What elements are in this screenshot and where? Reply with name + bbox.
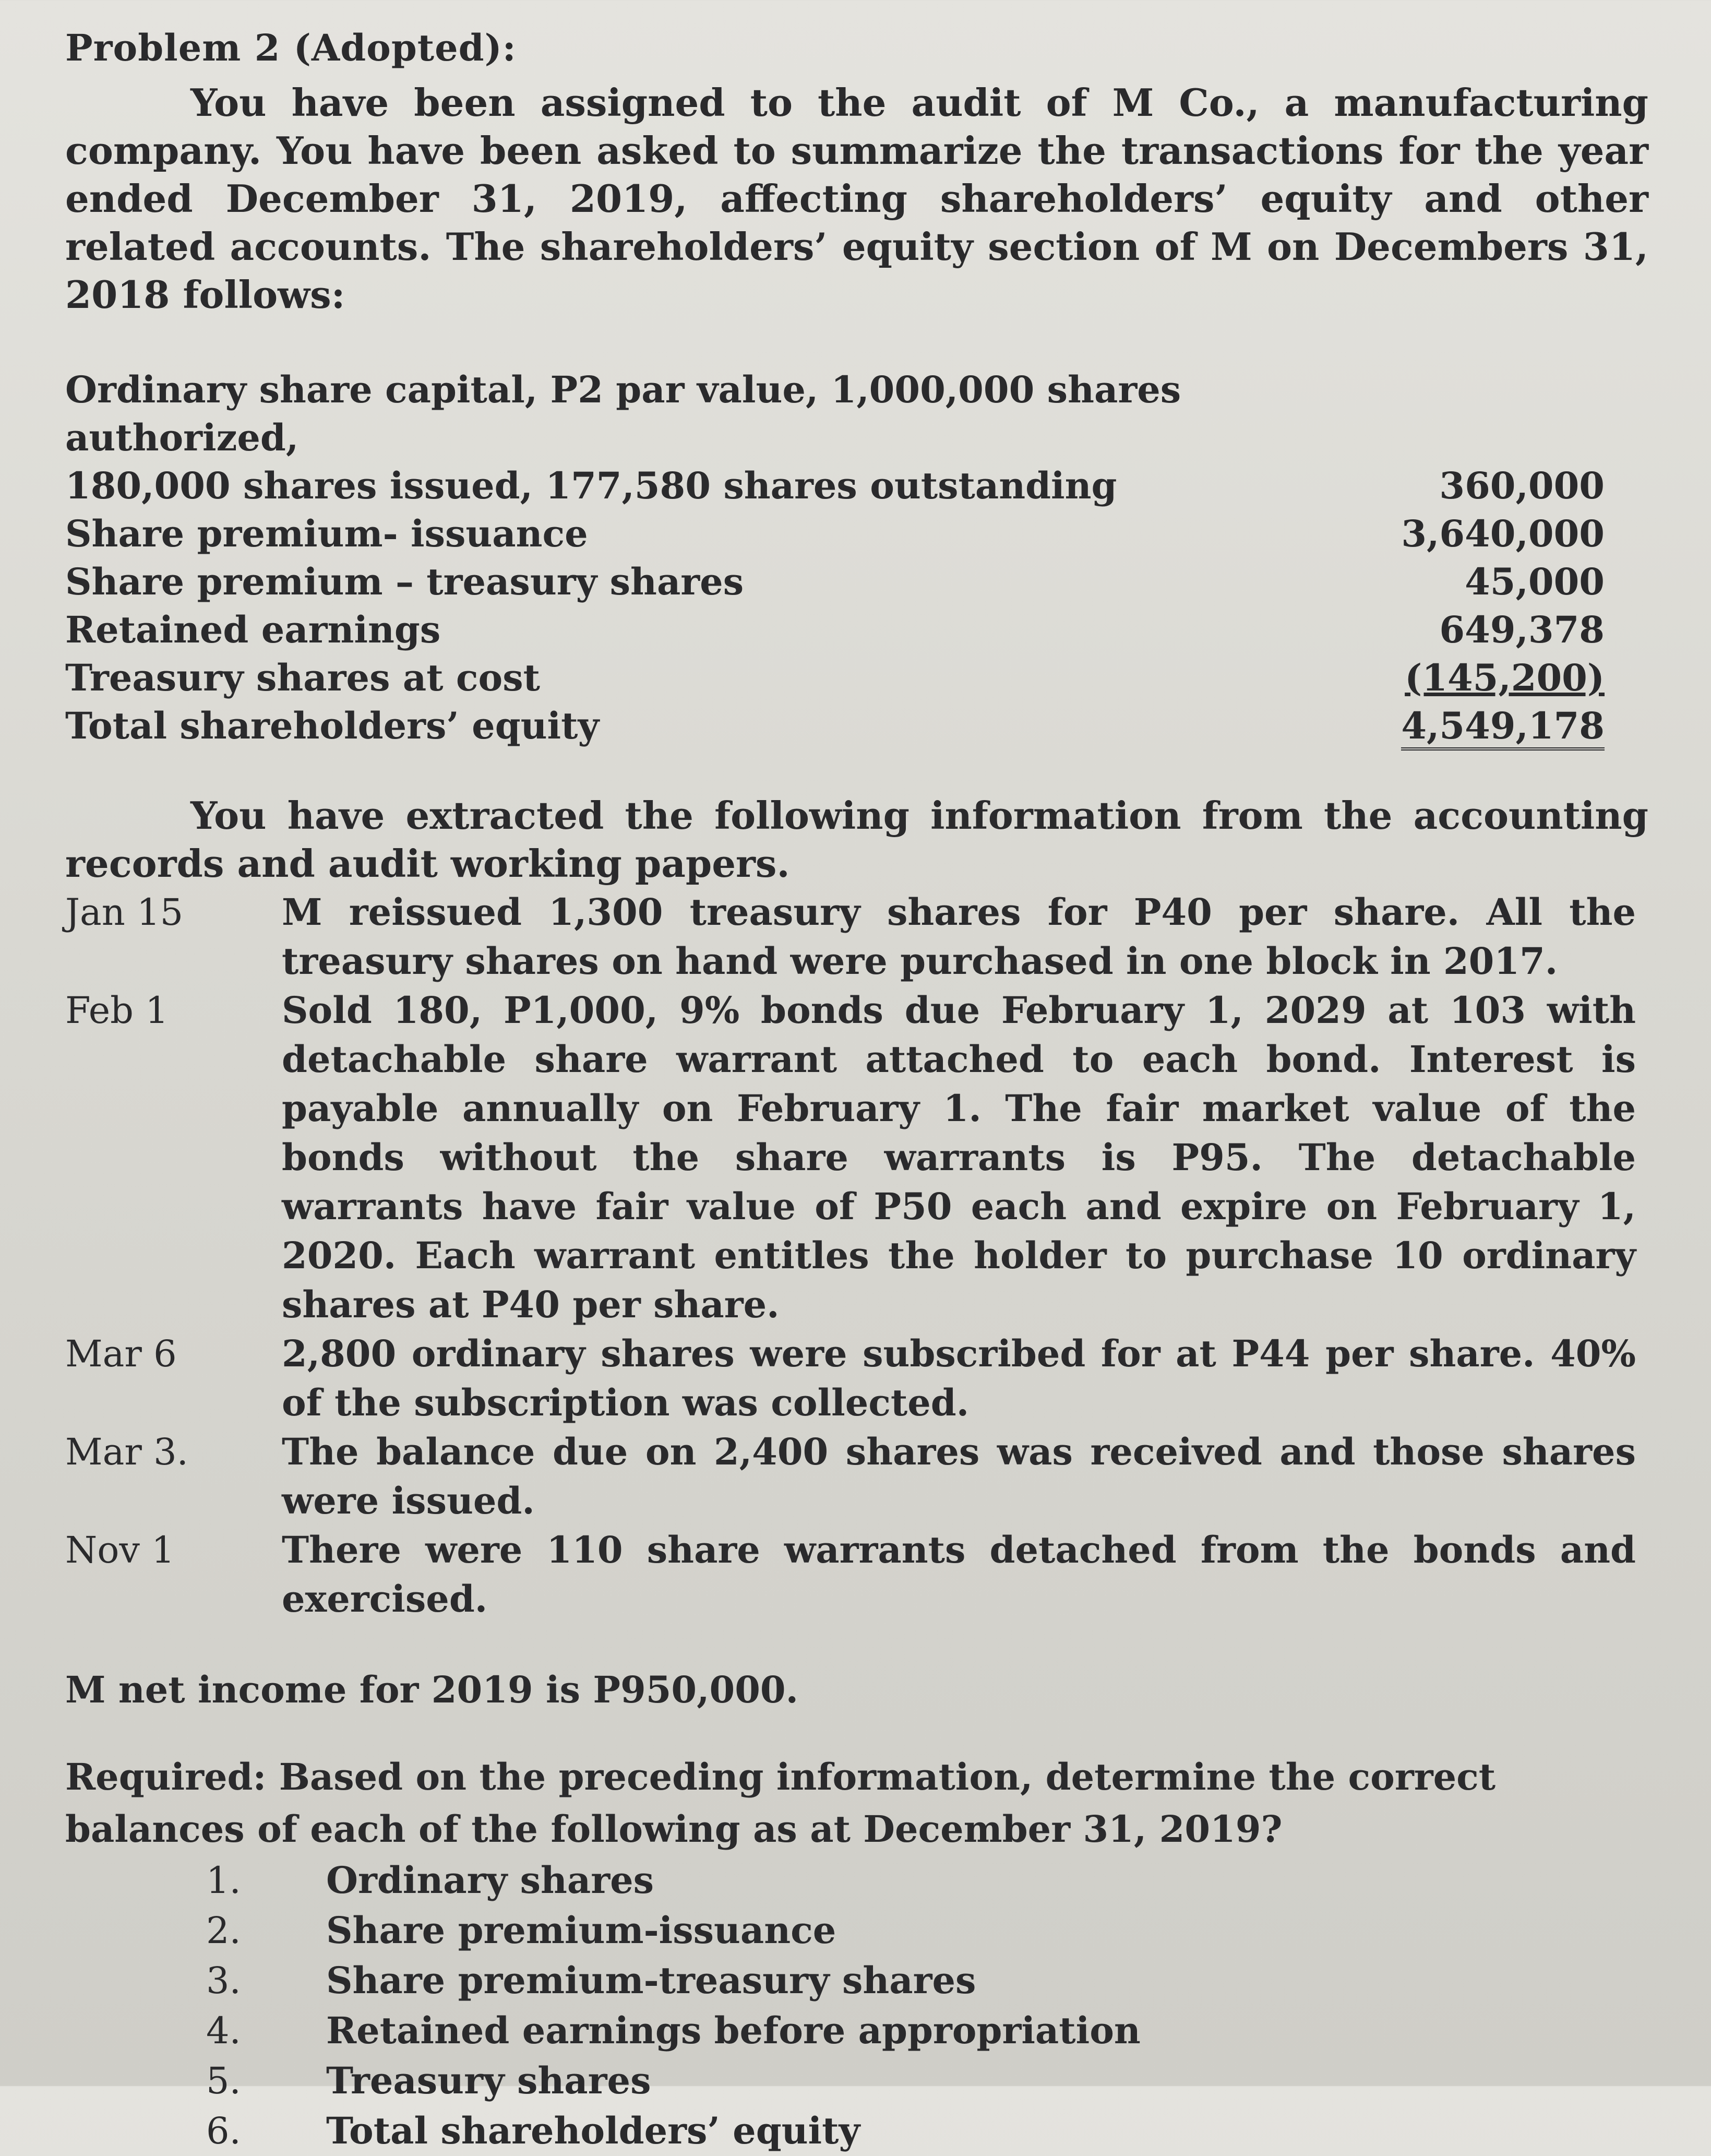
transaction-text: Sold 180, P1,000, 9% bonds due February 1, 2029 at 103 with detachable share warrant attached to each bond. Interest is payable annually on February 1. The fair market value of the bonds without the share warrants is P95. The detachable warrants have fair value of P50 each and expire on February 1, 2020. Each warrant entitles the holder to purchase 10 ordinary shares at P40 per share. xyxy=(282,988,1636,1326)
required-item xyxy=(65,1956,1648,2006)
equity-row-amount: 360,000 xyxy=(1439,464,1605,507)
transaction-date: Nov 1 xyxy=(65,1529,175,1571)
transaction-date: Feb 1 xyxy=(65,989,169,1032)
equity-row-amount: 45,000 xyxy=(1465,560,1605,603)
transaction-item xyxy=(65,1526,1636,1624)
required-items-list xyxy=(65,1855,1648,2156)
equity-row-label: Ordinary share capital, P2 par value, 1,000,000 shares authorized, xyxy=(65,368,1181,459)
equity-row-label: Total shareholders’ equity xyxy=(65,704,600,747)
transaction-date: Mar 3. xyxy=(65,1431,188,1473)
problem-title: Problem 2 (Adopted): xyxy=(65,26,517,69)
transaction-text: M reissued 1,300 treasury shares for P40 per share. All the treasury shares on hand were purchased in one block in 2017. xyxy=(282,890,1636,983)
equity-total-amount: 4,549,178 xyxy=(1401,704,1605,751)
equity-row xyxy=(65,366,1605,462)
required-item xyxy=(65,2006,1648,2056)
equity-row-label: Retained earnings xyxy=(65,608,441,651)
equity-row-label: 180,000 shares issued, 177,580 shares outstanding xyxy=(65,464,1117,507)
net-income-line: M net income for 2019 is P950,000. xyxy=(65,1668,798,1711)
transaction-date: Jan 15 xyxy=(65,891,184,934)
transaction-text: The balance due on 2,400 shares was received and those shares were issued. xyxy=(282,1430,1636,1522)
equity-row-amount: 3,640,000 xyxy=(1401,512,1605,555)
transaction-item xyxy=(65,888,1636,986)
required-item-label: Treasury shares xyxy=(326,2059,651,2102)
equity-row-label: Share premium- issuance xyxy=(65,512,588,555)
equity-row-amount: 649,378 xyxy=(1439,608,1605,651)
transaction-item xyxy=(65,986,1636,1329)
required-item xyxy=(65,2106,1648,2156)
intro-paragraph: You have been assigned to the audit of M Co., a manufacturing company. You have been asked to summarize the transactions for the year ended December 31, 2019, affecting shareholders’ equity and other related accounts. The shareholders’ equity section of M on Decembers 31, 2018 follows: xyxy=(65,80,1648,317)
required-item-number: 2. xyxy=(206,1909,241,1952)
required-item-number: 1. xyxy=(206,1859,241,1902)
required-heading: Required: Based on the preceding information, determine the correct balances of each of the following as at December 31, 2019? xyxy=(65,1755,1496,1851)
transaction-date: Mar 6 xyxy=(65,1332,177,1375)
required-item xyxy=(65,1905,1648,1956)
required-item-label: Retained earnings before appropriation xyxy=(326,2009,1141,2052)
equity-row xyxy=(65,510,1605,558)
equity-row xyxy=(65,558,1605,606)
transactions-list xyxy=(65,888,1636,1624)
required-item-label: Ordinary shares xyxy=(326,1859,654,1902)
equity-row xyxy=(65,606,1605,654)
required-item-number: 3. xyxy=(206,1959,241,2002)
required-item xyxy=(65,2056,1648,2106)
equity-row xyxy=(65,654,1605,702)
equity-row xyxy=(65,702,1605,750)
equity-row-label: Treasury shares at cost xyxy=(65,656,540,699)
transaction-text: 2,800 ordinary shares were subscribed for at P44 per share. 40% of the subscription was collected. xyxy=(282,1332,1636,1424)
required-item-number: 6. xyxy=(206,2110,241,2152)
equity-row-amount: (145,200) xyxy=(1405,656,1605,699)
equity-row xyxy=(65,462,1605,510)
transaction-item xyxy=(65,1427,1636,1526)
required-item-label: Share premium-treasury shares xyxy=(326,1959,976,2002)
transaction-text: There were 110 share warrants detached from the bonds and exercised. xyxy=(282,1528,1636,1621)
equity-row-label: Share premium – treasury shares xyxy=(65,560,744,603)
required-item-number: 4. xyxy=(206,2009,241,2052)
info-intro-paragraph: You have extracted the following information from the accounting records and audit working papers. xyxy=(65,793,1648,886)
transaction-item xyxy=(65,1329,1636,1427)
required-item xyxy=(65,1855,1648,1905)
required-item-number: 5. xyxy=(206,2059,241,2102)
equity-section xyxy=(65,366,1605,750)
required-item-label: Share premium-issuance xyxy=(326,1909,836,1952)
required-item-label: Total shareholders’ equity xyxy=(326,2109,860,2152)
